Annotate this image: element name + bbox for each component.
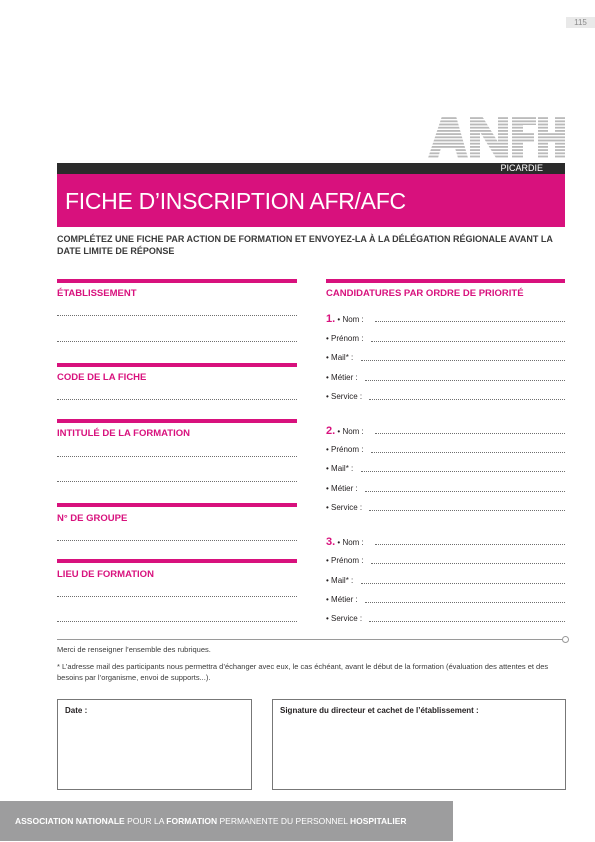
service-field-line[interactable] <box>369 399 565 400</box>
field-label: • Métier : <box>326 373 358 382</box>
candidate-1-nom-row[interactable] <box>326 313 565 325</box>
candidate-2-metier-row[interactable] <box>326 483 565 495</box>
code-fiche-heading: CODE DE LA FICHE <box>57 372 147 383</box>
metier-field-line[interactable] <box>365 491 565 492</box>
etablissement-heading: ÉTABLISSEMENT <box>57 288 137 299</box>
groupe-heading: N° DE GROUPE <box>57 513 128 524</box>
candidate-3-nom-row[interactable] <box>326 536 565 548</box>
page-title: FICHE D’INSCRIPTION AFR/AFC <box>65 188 406 214</box>
field-label: • Prénom : <box>326 556 364 565</box>
footer-part: PERMANENTE DU PERSONNEL <box>217 816 351 826</box>
prenom-field-line[interactable] <box>371 563 565 564</box>
signature-label: Signature du directeur et cachet de l’établissement : <box>280 706 479 715</box>
section-rule <box>326 279 565 283</box>
footer-part: ASSOCIATION NATIONALE <box>15 816 125 826</box>
candidate-2-service-row[interactable] <box>326 502 565 514</box>
section-rule <box>57 419 297 423</box>
prenom-field-line[interactable] <box>371 341 565 342</box>
candidate-3-mail-row[interactable] <box>326 575 565 587</box>
etablissement-field-line-2[interactable] <box>57 341 297 342</box>
nom-field-line[interactable] <box>375 433 565 434</box>
region-bar <box>57 163 565 174</box>
candidate-3-prenom-row[interactable] <box>326 555 565 567</box>
etablissement-field-line-1[interactable] <box>57 315 297 316</box>
divider-end-dot <box>562 636 569 643</box>
groupe-field-line[interactable] <box>57 540 297 541</box>
field-label: • Service : <box>326 503 363 512</box>
signature-box[interactable] <box>272 699 566 790</box>
candidate-1-service-row[interactable] <box>326 391 565 403</box>
intitule-field-line-2[interactable] <box>57 481 297 482</box>
candidate-number: 1. <box>326 313 336 325</box>
field-label: • Mail* : <box>326 353 354 362</box>
candidate-2-nom-row[interactable] <box>326 425 565 437</box>
candidate-3-service-row[interactable] <box>326 613 565 625</box>
candidate-1-prenom-row[interactable] <box>326 333 565 345</box>
footer-text <box>15 816 407 826</box>
code-fiche-field-line[interactable] <box>57 399 297 400</box>
date-label: Date : <box>65 706 88 715</box>
field-label: • Mail* : <box>326 464 354 473</box>
candidate-number: 3. <box>326 536 336 548</box>
instructions: COMPLÉTEZ UNE FICHE PAR ACTION DE FORMATION ET ENVOYEZ-LA À LA DÉLÉGATION RÉGIONALE AVANT LA DATE LIMITE DE RÉPONSE <box>57 234 553 256</box>
mail-field-line[interactable] <box>361 471 565 472</box>
intitule-field-line-1[interactable] <box>57 456 297 457</box>
field-label: • Service : <box>326 392 363 401</box>
lieu-heading: LIEU DE FORMATION <box>57 569 154 580</box>
service-field-line[interactable] <box>369 510 565 511</box>
divider <box>57 639 565 640</box>
field-label: • Nom : <box>337 427 364 436</box>
candidate-2-mail-row[interactable] <box>326 463 565 475</box>
region-label: PICARDIE <box>500 163 543 173</box>
field-label: • Nom : <box>337 315 364 324</box>
metier-field-line[interactable] <box>365 380 565 381</box>
service-field-line[interactable] <box>369 621 565 622</box>
section-rule <box>57 503 297 507</box>
footer-part: FORMATION <box>166 816 218 826</box>
section-rule <box>57 363 297 367</box>
footer-part: HOSPITALIER <box>350 816 407 826</box>
field-label: • Nom : <box>337 538 364 547</box>
prenom-field-line[interactable] <box>371 452 565 453</box>
anfh-logo <box>428 114 565 160</box>
nom-field-line[interactable] <box>375 544 565 545</box>
section-rule <box>57 279 297 283</box>
candidatures-heading: CANDIDATURES PAR ORDRE DE PRIORITÉ <box>326 288 524 299</box>
candidate-2-prenom-row[interactable] <box>326 444 565 456</box>
field-label: • Mail* : <box>326 576 354 585</box>
metier-field-line[interactable] <box>365 602 565 603</box>
intitule-heading: INTITULÉ DE LA FORMATION <box>57 428 190 439</box>
footer-bar <box>0 801 453 841</box>
candidate-1-metier-row[interactable] <box>326 372 565 384</box>
lieu-field-line-2[interactable] <box>57 621 297 622</box>
candidate-number: 2. <box>326 425 336 437</box>
mail-field-line[interactable] <box>361 583 565 584</box>
date-box[interactable] <box>57 699 252 790</box>
field-label: • Prénom : <box>326 445 364 454</box>
footer-part: POUR LA <box>124 816 167 826</box>
mail-field-line[interactable] <box>361 360 565 361</box>
field-label: • Métier : <box>326 484 358 493</box>
field-label: • Service : <box>326 614 363 623</box>
lieu-field-line-1[interactable] <box>57 596 297 597</box>
candidate-3-metier-row[interactable] <box>326 594 565 606</box>
field-label: • Prénom : <box>326 334 364 343</box>
page-number: 115 <box>566 17 595 28</box>
section-rule <box>57 559 297 563</box>
nom-field-line[interactable] <box>375 321 565 322</box>
field-label: • Métier : <box>326 595 358 604</box>
title-bar <box>57 174 565 227</box>
candidate-1-mail-row[interactable] <box>326 352 565 364</box>
mail-footnote: * L’adresse mail des participants nous permettra d’échanger avec eux, le cas échéant, avant le début de la formation (évaluation des attentes et des besoins par l’organisme, envoi de supports...). <box>57 662 549 682</box>
merci-note: Merci de renseigner l’ensemble des rubriques. <box>57 645 211 654</box>
